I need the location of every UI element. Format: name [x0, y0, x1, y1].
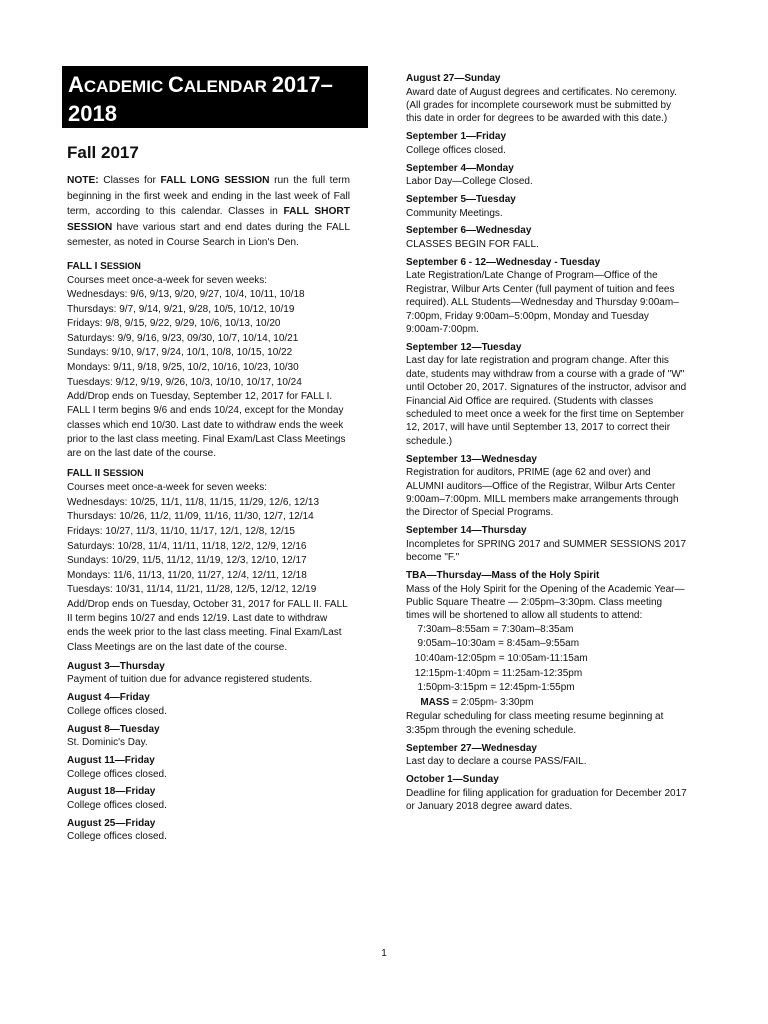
- event-description: CLASSES BEGIN FOR FALL.: [406, 238, 539, 250]
- session-line: Wednesdays: 10/25, 11/1, 11/8, 11/15, 11/29, 12/6, 12/13: [67, 496, 320, 508]
- calendar-event: [406, 341, 688, 448]
- event-description: Last day for late registration and program change. After this date, students may withdraw from a course with a grade of "W" until October 20, 2017. Signatures of the instructor, advisor and Financial Aid Office are required. (Students with classes scheduled to meet once a week for the first time on September 12, 2017, will have until September 13, 2017 to correct their schedule.): [406, 355, 687, 447]
- schedule-line: 12:15pm-1:40pm = 11:25am-12:35pm: [412, 667, 583, 679]
- event-description: Incompletes for SPRING 2017 and SUMMER SESSIONS 2017 become "F.": [406, 538, 687, 564]
- calendar-event: [406, 453, 688, 520]
- session-paragraph: Add/Drop ends on Tuesday, October 31, 2017 for FALL II. FALL II term begins 10/27 and ends 12/19. Last date to withdraw ends the week prior to the last class meeting. Final Exam/Last Class Meetings are on the last date of the course.: [67, 599, 348, 653]
- calendar-event: [406, 193, 688, 220]
- session-line: Fridays: 10/27, 11/3, 11/10, 11/17, 12/1, 12/8, 12/15: [67, 526, 295, 538]
- event-description: St. Dominic's Day.: [67, 737, 148, 749]
- event-date: August 3—Thursday: [67, 660, 165, 672]
- calendar-event: [67, 785, 350, 812]
- event-date: September 1—Friday: [406, 131, 507, 143]
- event-date: September 6 - 12—Wednesday - Tuesday: [406, 256, 601, 268]
- event-description: Last day to declare a course PASS/FAIL.: [406, 756, 587, 768]
- event-description: Award date of August degrees and certificates. No ceremony. (All grades for incomplete coursework must be submitted by this date in order for degrees to be awarded with this date.): [406, 86, 677, 125]
- title-line-2: 2018: [68, 101, 117, 126]
- event-date: September 27—Wednesday: [406, 742, 537, 754]
- calendar-event: [406, 773, 688, 813]
- session-line: Saturdays: 9/9, 9/16, 9/23, 09/30, 10/7, 10/14, 10/21: [67, 332, 299, 344]
- calendar-event: [406, 224, 688, 251]
- session-line: Thursdays: 9/7, 9/14, 9/21, 9/28, 10/5, 10/12, 10/19: [67, 303, 295, 315]
- session-line: Wednesdays: 9/6, 9/13, 9/20, 9/27, 10/4, 10/11, 10/18: [67, 289, 305, 301]
- event-date: August 25—Friday: [67, 817, 156, 829]
- event-date: September 6—Wednesday: [406, 225, 532, 237]
- event-description: Community Meetings.: [406, 207, 503, 219]
- event-date: August 18—Friday: [67, 786, 156, 798]
- session-paragraph: Add/Drop ends on Tuesday, September 12, 2017 for FALL I. FALL I term begins 9/6 and ends 10/24, except for the Monday classes which end 10/30. Last date to withdraw ends the week prior to the last class meeting. Final Exam/Last Class Meetings are on the last date of the course.: [67, 391, 346, 460]
- session-line: Mondays: 11/6, 11/13, 11/20, 11/27, 12/4, 12/11, 12/18: [67, 569, 307, 581]
- session-line: Fridays: 9/8, 9/15, 9/22, 9/29, 10/6, 10/13, 10/20: [67, 318, 281, 330]
- event-date: September 14—Thursday: [406, 525, 527, 537]
- event-description: College offices closed.: [67, 768, 167, 780]
- event-date: October 1—Sunday: [406, 774, 499, 786]
- event-description: Deadline for filing application for graduation for December 2017 or January 2018 degree award dates.: [406, 787, 687, 813]
- schedule-line: 9:05am–10:30am = 8:45am–9:55am: [412, 638, 580, 650]
- calendar-event: [406, 130, 688, 157]
- event-description: College offices closed.: [67, 705, 167, 717]
- schedule-line: 7:30am–8:55am = 7:30am–8:35am: [412, 623, 574, 635]
- event-note: Regular scheduling for class meeting resume beginning at 3:35pm through the evening schedule.: [406, 711, 664, 736]
- event-description: Payment of tuition due for advance registered students.: [67, 674, 313, 686]
- event-date: September 5—Tuesday: [406, 194, 516, 206]
- calendar-event: [406, 72, 688, 126]
- event-date: September 4—Monday: [406, 162, 514, 174]
- event-description: Mass of the Holy Spirit for the Opening of the Academic Year— Public Square Theatre — 2:05pm–3:30pm. Class meeting times will be shortened to allow all students to attend:: [406, 583, 685, 622]
- fall-2-session-title: FALL II SESSION: [67, 468, 144, 480]
- calendar-event: [67, 754, 350, 781]
- event-description: College offices closed.: [67, 831, 167, 843]
- calendar-event: [406, 524, 688, 564]
- calendar-event: [406, 742, 688, 769]
- session-line: Sundays: 9/10, 9/17, 9/24, 10/1, 10/8, 10/15, 10/22: [67, 347, 293, 359]
- session-line: Tuesdays: 9/12, 9/19, 9/26, 10/3, 10/10, 10/17, 10/24: [67, 376, 302, 388]
- page-number: 1: [381, 948, 387, 959]
- note-paragraph: NOTE: Classes for FALL LONG SESSION run the full term beginning in the first week and ending in the last week of Fall term, according to this calendar. Classes in FALL SHORT SESSION have various start and end dates during the FALL semester, as noted in Course Search in Lion's Den.: [67, 175, 350, 248]
- event-date: August 8—Tuesday: [67, 723, 160, 735]
- calendar-event: [67, 723, 350, 750]
- session-line: Saturdays: 10/28, 11/4, 11/11, 11/18, 12/2, 12/9, 12/16: [67, 540, 307, 552]
- event-description: Late Registration/Late Change of Program—Office of the Registrar, Wilbur Arts Center (full payment of tuition and fees required). ALL Students—Wednesday and Thursday 9:00am–7:00pm, Friday 9:00am–5:00pm, Monday and Tuesday 9:00am-7:00pm.: [406, 270, 679, 335]
- calendar-event: [406, 256, 688, 337]
- session-line: Mondays: 9/11, 9/18, 9/25, 10/2, 10/16, 10/23, 10/30: [67, 362, 299, 374]
- document-title: [62, 66, 368, 128]
- event-date: September 12—Tuesday: [406, 341, 522, 353]
- calendar-event: [67, 817, 350, 844]
- session-line: Courses meet once-a-week for seven weeks:: [67, 482, 268, 494]
- event-description: Registration for auditors, PRIME (age 62 and over) and ALUMNI auditors—Office of the Registrar, Wilbur Arts Center 9:00am–7:00pm. MILL members make arrangements through the Director of Special Programs.: [406, 467, 679, 519]
- schedule-line: 1:50pm-3:15pm = 12:45pm-1:55pm: [412, 682, 575, 694]
- mass-time-line: MASS = 2:05pm- 3:30pm: [420, 696, 534, 708]
- event-description: College offices closed.: [406, 144, 506, 156]
- event-date: September 13—Wednesday: [406, 453, 537, 465]
- fall-1-session-title: FALL I SESSION: [67, 260, 141, 272]
- event-date: August 27—Sunday: [406, 73, 501, 84]
- mass-event: [406, 569, 688, 737]
- event-date: TBA—Thursday—Mass of the Holy Spirit: [406, 570, 600, 582]
- fall-1-session: [67, 259, 350, 462]
- session-line: Tuesdays: 10/31, 11/14, 11/21, 11/28, 12/5, 12/12, 12/19: [67, 584, 317, 596]
- event-date: August 4—Friday: [67, 692, 150, 704]
- session-line: Thursdays: 10/26, 11/2, 11/09, 11/16, 11/30, 12/7, 12/14: [67, 511, 314, 523]
- session-line: Sundays: 10/29, 11/5, 11/12, 11/19, 12/3, 12/10, 12/17: [67, 555, 307, 567]
- fall-2-session: [67, 466, 350, 655]
- event-date: August 11—Friday: [67, 755, 155, 767]
- calendar-event: [67, 691, 350, 718]
- calendar-event: [406, 162, 688, 189]
- event-description: College offices closed.: [67, 799, 167, 811]
- schedule-line: 10:40am-12:05pm = 10:05am-11:15am: [412, 653, 588, 665]
- calendar-event: [67, 660, 350, 687]
- fall-heading: Fall 2017: [67, 143, 139, 162]
- event-description: Labor Day—College Closed.: [406, 176, 533, 188]
- left-column: [67, 143, 350, 848]
- session-line: Courses meet once-a-week for seven weeks:: [67, 274, 268, 286]
- title-line-1: ACADEMIC CALENDAR 2017–: [68, 72, 333, 97]
- right-column: [406, 72, 688, 818]
